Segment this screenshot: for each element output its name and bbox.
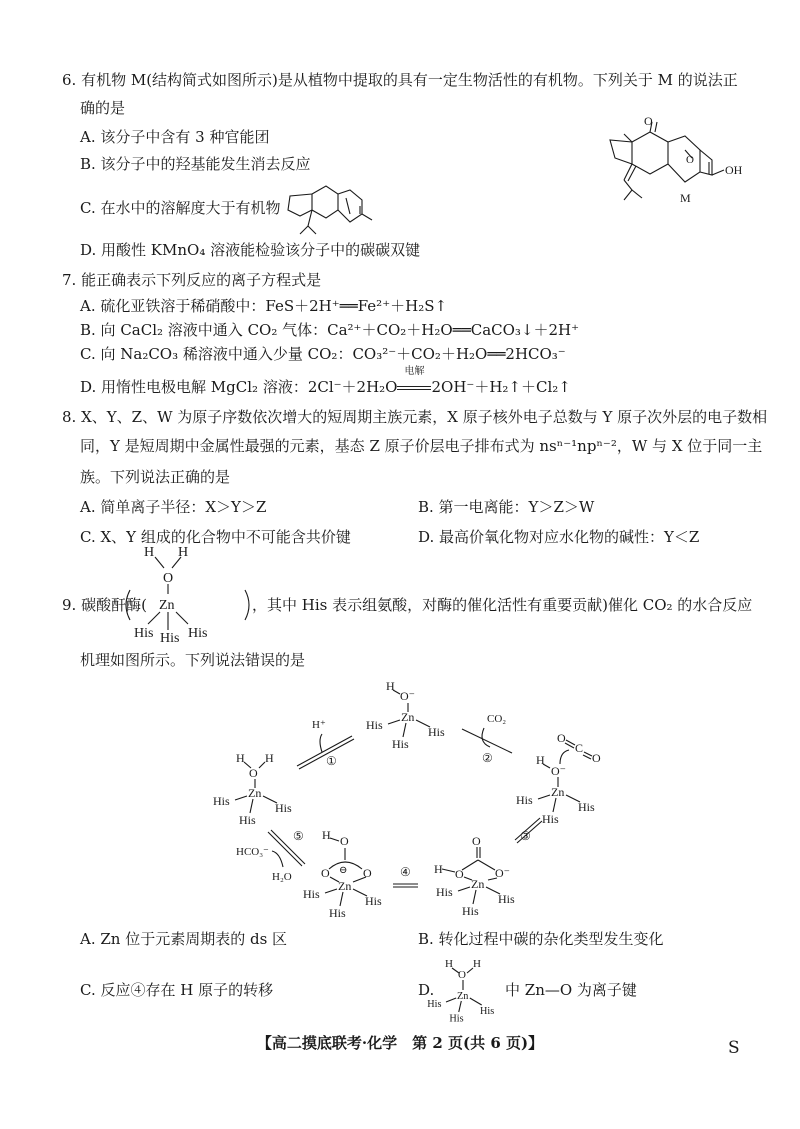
bond-line: [442, 869, 455, 872]
co2-arrow: [482, 728, 490, 747]
option-c-molecule: [288, 186, 372, 234]
electrolysis-label: 电解: [404, 366, 425, 377]
h-label: H: [322, 828, 331, 842]
bond-line: [553, 798, 556, 812]
hydroxide-o: O⁻: [400, 689, 415, 703]
histidine-label: His: [160, 631, 180, 646]
bond-line: [148, 612, 160, 624]
bond-line: [155, 557, 164, 568]
h2o-arrow: [272, 851, 283, 867]
h-label: H: [536, 753, 545, 767]
histidine-label: His: [462, 904, 479, 918]
q8-stem-line1: 8. X、Y、Z、W 为原子序数依次增大的短周期主族元素，X 原子核外电子总数与 Y 原子次外层的电子数相: [62, 408, 768, 426]
bond-line: [459, 1001, 462, 1012]
histidine-label: His: [498, 892, 515, 906]
q9-stem-line2: 机理如图所示。下列说法错误的是: [80, 651, 306, 669]
zinc-label: Zn: [401, 710, 415, 724]
hydroxide-o: O⁻: [551, 764, 566, 778]
water-label: H₂O: [272, 871, 292, 883]
right-paren: [245, 590, 249, 620]
bond-line: [403, 723, 406, 737]
q9-stem-left: 9. 碳酸酐酶(: [62, 596, 147, 614]
page-footer: 【高二摸底联考·化学 第 2 页(共 6 页)】: [256, 1034, 544, 1052]
oxygen-label: O: [592, 751, 601, 765]
histidine-label: His: [239, 813, 256, 827]
histidine-label: His: [329, 906, 346, 920]
q7-d-right: 2OH⁻＋H₂↑＋Cl₂↑: [431, 378, 571, 396]
q7-d-left: D. 用惰性电极电解 MgCl₂ 溶液：2Cl⁻＋2H₂O: [80, 378, 398, 396]
m-oh-label: OH: [725, 163, 743, 177]
q8-option-c: C. X、Y 组成的化合物中不可能含共价键: [80, 528, 351, 546]
zinc-label: Zn: [471, 877, 485, 891]
oxygen-label: O⁻: [495, 866, 510, 880]
h-label: H: [178, 545, 189, 560]
h-label: H: [386, 679, 395, 693]
negative-charge: ⊖: [339, 865, 348, 876]
m-ketone-o: O: [644, 114, 653, 128]
q6-option-c: C. 在水中的溶解度大于有机物: [80, 199, 281, 217]
step-3-label: ③: [520, 829, 531, 843]
left-paren: [126, 590, 130, 620]
corner-mark: S: [728, 1038, 740, 1058]
q6-stem-line1: 6. 有机物 M(结构简式如图所示)是从植物中提取的具有一定生物活性的有机物。下列关于 M 的说法正: [62, 71, 738, 89]
bond-line: [478, 860, 495, 870]
bond-line: [583, 755, 591, 759]
bond-line: [259, 762, 265, 768]
histidine-label: His: [427, 999, 442, 1010]
bond-line: [325, 889, 337, 893]
q8-option-a: A. 简单离子半径：X＞Y＞Z: [80, 498, 267, 516]
zinc-label: Zn: [551, 785, 565, 799]
bond-line: [584, 752, 592, 756]
step1-arrow: [297, 736, 352, 766]
oxygen-label: O: [249, 766, 258, 780]
q8-stem-line2: 同，Y 是短周期中金属性最强的元素，基态 Z 原子价层电子排布式为 nsⁿ⁻¹npⁿ⁻²，W 与 X 位于同一主: [80, 437, 763, 455]
histidine-label: His: [275, 801, 292, 815]
bond-line: [467, 968, 473, 973]
q9-option-d-text: 中 Zn—O 为离子键: [505, 981, 637, 999]
q8-option-b: B. 第一电离能：Y＞Z＞W: [418, 498, 595, 516]
oxygen-label: O: [455, 867, 464, 881]
bicarbonate-label: HCO₃⁻: [236, 846, 269, 858]
histidine-label: His: [365, 894, 382, 908]
bond-line: [458, 887, 470, 891]
histidine-label: His: [578, 800, 595, 814]
step2-arrow: [462, 729, 512, 753]
q9-option-d-letter: D.: [418, 981, 435, 999]
zinc-label: Zn: [248, 786, 262, 800]
h-label: H: [445, 958, 453, 970]
q7-stem: 7. 能正确表示下列反应的离子方程式是: [62, 271, 322, 289]
histidine-label: His: [449, 1013, 464, 1025]
molecule-m: [610, 114, 743, 205]
step-2-label: ②: [482, 751, 493, 765]
histidine-label: His: [134, 626, 154, 641]
bond-line: [388, 720, 400, 724]
bond-line: [172, 557, 181, 568]
bond-line: [473, 890, 476, 904]
q6-option-b: B. 该分子中的羟基能发生消去反应: [80, 155, 311, 173]
step-1-label: ①: [326, 754, 337, 768]
oxygen-label: O: [363, 866, 372, 880]
q7-option-a: A. 硫化亚铁溶于稀硝酸中：FeS＋2H⁺══Fe²⁺＋H₂S↑: [80, 297, 448, 315]
q8-option-d: D. 最高价氧化物对应水化物的碱性：Y＜Z: [418, 528, 700, 546]
q9-option-c: C. 反应④存在 H 原子的转移: [80, 981, 274, 999]
oxygen-label: O: [458, 969, 466, 981]
histidine-label: His: [213, 794, 230, 808]
histidine-label: His: [188, 626, 208, 641]
step-5-label: ⑤: [293, 829, 304, 843]
bond-line: [340, 892, 343, 906]
histidine-label: His: [480, 1006, 495, 1017]
bond-line: [250, 799, 253, 813]
attack-arrow: [560, 750, 569, 764]
q6-stem-line2: 确的是: [80, 99, 126, 117]
oxygen-label: O: [163, 571, 174, 586]
m-label: M: [680, 191, 691, 205]
h-label: H: [434, 862, 443, 876]
m-bridge-o: O: [686, 154, 694, 166]
q7-option-b: B. 向 CaCl₂ 溶液中通入 CO₂ 气体：Ca²⁺＋CO₂＋H₂O══CaCO₃↓＋2H⁺: [80, 321, 580, 339]
q7-option-c: C. 向 Na₂CO₃ 稀溶液中通入少量 CO₂：CO₃²⁻＋CO₂＋H₂O══2HCO₃⁻: [80, 345, 566, 363]
h-label: H: [473, 958, 481, 970]
histidine-label: His: [392, 737, 409, 751]
step-4-label: ④: [400, 865, 411, 879]
q9-option-b: B. 转化过程中碳的杂化类型发生变化: [418, 930, 664, 948]
oxygen-label: O: [321, 866, 330, 880]
co2-label: CO₂: [487, 713, 507, 725]
h-label: H: [144, 545, 155, 560]
oxygen-label: O: [340, 834, 349, 848]
oxygen-label: O: [557, 731, 566, 745]
q6-option-a: A. 该分子中含有 3 种官能团: [80, 128, 270, 146]
oxygen-label: O: [472, 834, 481, 848]
histidine-label: His: [516, 793, 533, 807]
zinc-label: Zn: [338, 879, 352, 893]
histidine-label: His: [428, 725, 445, 739]
bond-line: [470, 998, 482, 1005]
histidine-label: His: [542, 812, 559, 826]
q9-stem-right: ，其中 His 表示组氨酸，对酶的催化活性有重要贡献)催化 CO₂ 的水合反应: [252, 596, 753, 614]
h-label: H: [236, 751, 245, 765]
h-label: H: [265, 751, 274, 765]
bond-line: [235, 796, 247, 800]
bond-line: [446, 998, 456, 1002]
histidine-label: His: [436, 885, 453, 899]
bond-line: [538, 795, 550, 799]
h-plus-label: H⁺: [312, 719, 326, 731]
histidine-label: His: [303, 887, 320, 901]
q8-stem-line3: 族。下列说法正确的是: [80, 468, 231, 486]
q6-option-d: D. 用酸性 KMnO₄ 溶液能检验该分子中的碳碳双键: [80, 241, 421, 259]
histidine-label: His: [366, 718, 383, 732]
bond-line: [176, 612, 188, 624]
bond-line: [330, 838, 339, 841]
bond-line: [462, 860, 478, 870]
carbon-label: C: [575, 741, 584, 755]
q9-option-a: A. Zn 位于元素周期表的 ds 区: [80, 930, 288, 948]
bond-line: [244, 762, 251, 768]
zinc-label: Zn: [457, 991, 469, 1002]
release-arrow: [320, 734, 322, 752]
zinc-label: Zn: [159, 598, 175, 613]
